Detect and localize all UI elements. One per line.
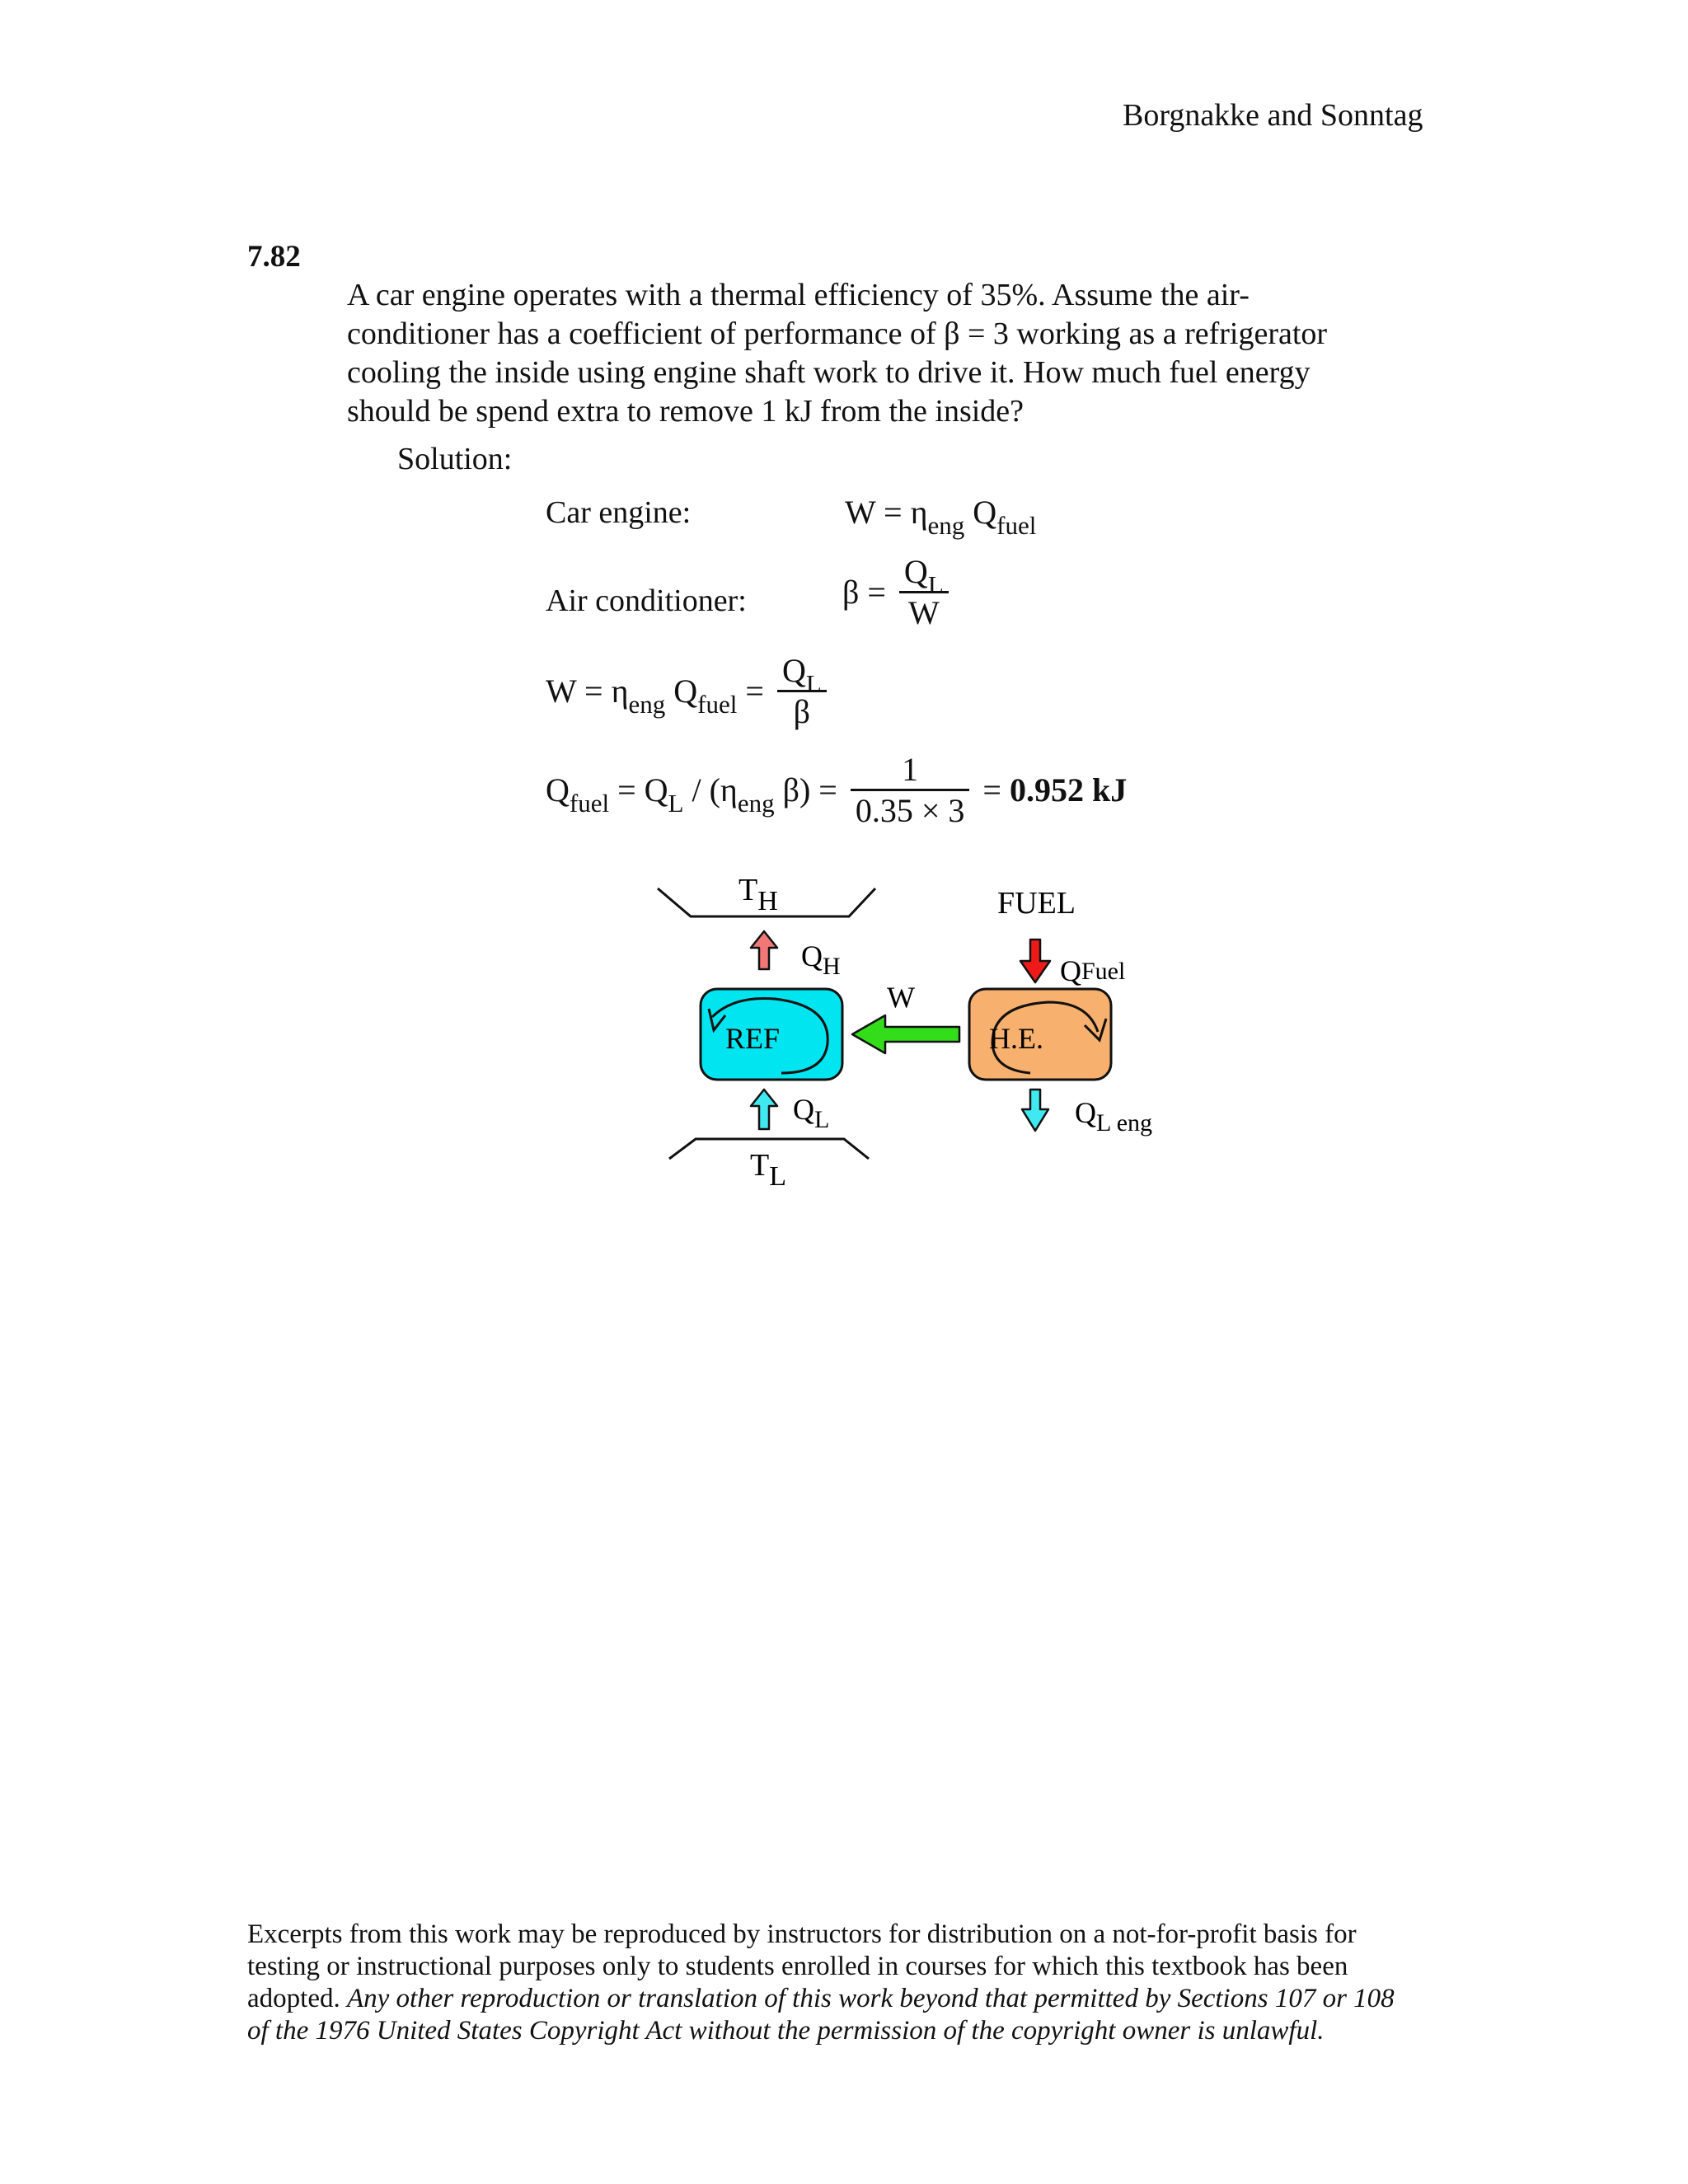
problem-line: should be spend extra to remove 1 kJ from the inside?	[347, 394, 1025, 429]
eq4-eq: =	[982, 771, 1010, 808]
eq4-ql-sub: L	[668, 789, 684, 818]
footer-line	[247, 2015, 1442, 2047]
problem-line: A car engine operates with a thermal efficiency of 35%. Assume the air-	[347, 278, 1250, 312]
eq2-lhs: β =	[842, 574, 886, 611]
ref-label: REF	[725, 1022, 781, 1055]
footer-line: Excerpts from this work may be reproduced by instructors for distribution on a not-for-profit basis for	[247, 1919, 1357, 1949]
qh-arrow-icon	[751, 931, 777, 969]
footer-line	[247, 1983, 1442, 2015]
eq3-num: Q	[781, 652, 806, 689]
eq1-eta-sub: eng	[927, 511, 965, 540]
qh-label: $Q_H$	[801, 940, 841, 980]
problem-number: 7.82	[247, 240, 301, 274]
eq4-q: Q	[546, 771, 570, 808]
fuel-energy-equation	[546, 750, 1127, 830]
eq4-div: / (η	[683, 771, 738, 808]
he-label: H.E.	[989, 1022, 1043, 1055]
eq4-eta-sub: eng	[737, 789, 775, 818]
problem-line: cooling the inside using engine shaft work to drive it. How much fuel energy	[347, 355, 1311, 390]
footer-line: testing or instructional purposes only to students enrolled in courses for which this textbook has been	[247, 1952, 1348, 1981]
qleng-arrow-icon	[1022, 1090, 1048, 1131]
eq4-num: 1	[902, 751, 919, 788]
eq1-lhs: W = η	[845, 494, 928, 531]
eq3-q-sub: fuel	[697, 690, 738, 719]
eq3-q: Q	[665, 673, 698, 710]
cop-equation	[842, 552, 954, 632]
eq4-tail: β) =	[774, 771, 837, 808]
eq3-lhs: W = η	[546, 673, 629, 710]
eq2-fraction	[899, 552, 949, 632]
eq1-q: Q	[964, 494, 997, 531]
footer-adopted: adopted.	[247, 1984, 347, 2013]
eq2-num: Q	[903, 553, 928, 590]
eq4-result: 0.952 kJ	[1009, 771, 1128, 808]
footer-italic-1: Any other reproduction or translation of this work beyond that permitted by Sections 107 or 108	[346, 1984, 1395, 2013]
th-label: TH	[738, 873, 778, 916]
fuel-label: FUEL	[997, 886, 1076, 921]
eq3-eq: =	[737, 673, 764, 710]
eq4-fraction	[851, 750, 970, 830]
work-arrow-icon	[852, 1015, 959, 1053]
copyright-footer	[247, 1919, 1442, 2047]
car-engine-label: Car engine:	[546, 495, 692, 530]
eq3-den: β	[777, 690, 827, 731]
eq3-fraction	[777, 651, 827, 731]
eq4-den: 0.35 × 3	[851, 789, 970, 830]
air-conditioner-label: Air conditioner:	[546, 583, 747, 618]
eq2-num-sub: L	[927, 570, 944, 599]
fuel-arrow-icon	[1020, 940, 1050, 982]
problem-statement	[347, 276, 1468, 431]
engine-work-equation	[845, 493, 1037, 540]
solution-label: Solution:	[397, 442, 513, 476]
work-label: W	[887, 981, 915, 1014]
eq1-q-sub: fuel	[996, 511, 1037, 540]
eq4-mid: = Q	[609, 771, 668, 808]
work-balance-equation	[546, 651, 832, 731]
heat-engine-refrigerator-diagram	[643, 857, 1187, 1203]
tl-label: TL	[750, 1148, 786, 1192]
eq2-den: W	[899, 591, 949, 632]
eq4-q-sub: fuel	[569, 789, 610, 818]
qfuel-label: QFuel	[1060, 954, 1126, 987]
qleng-label: $Q_{L eng}$	[1075, 1096, 1153, 1137]
ql-label: $Q_L$	[793, 1093, 830, 1133]
problem-line: conditioner has a coefficient of performance of β = 3 working as a refrigerator	[347, 316, 1328, 351]
ql-arrow-icon	[751, 1090, 777, 1129]
eq3-eta-sub: eng	[628, 690, 666, 719]
footer-italic-2: of the 1976 United States Copyright Act without the permission of the copyright owner is unlawful.	[247, 2016, 1325, 2046]
page-header: Borgnakke and Sonntag	[1123, 98, 1423, 133]
eq3-num-sub: L	[805, 669, 822, 698]
